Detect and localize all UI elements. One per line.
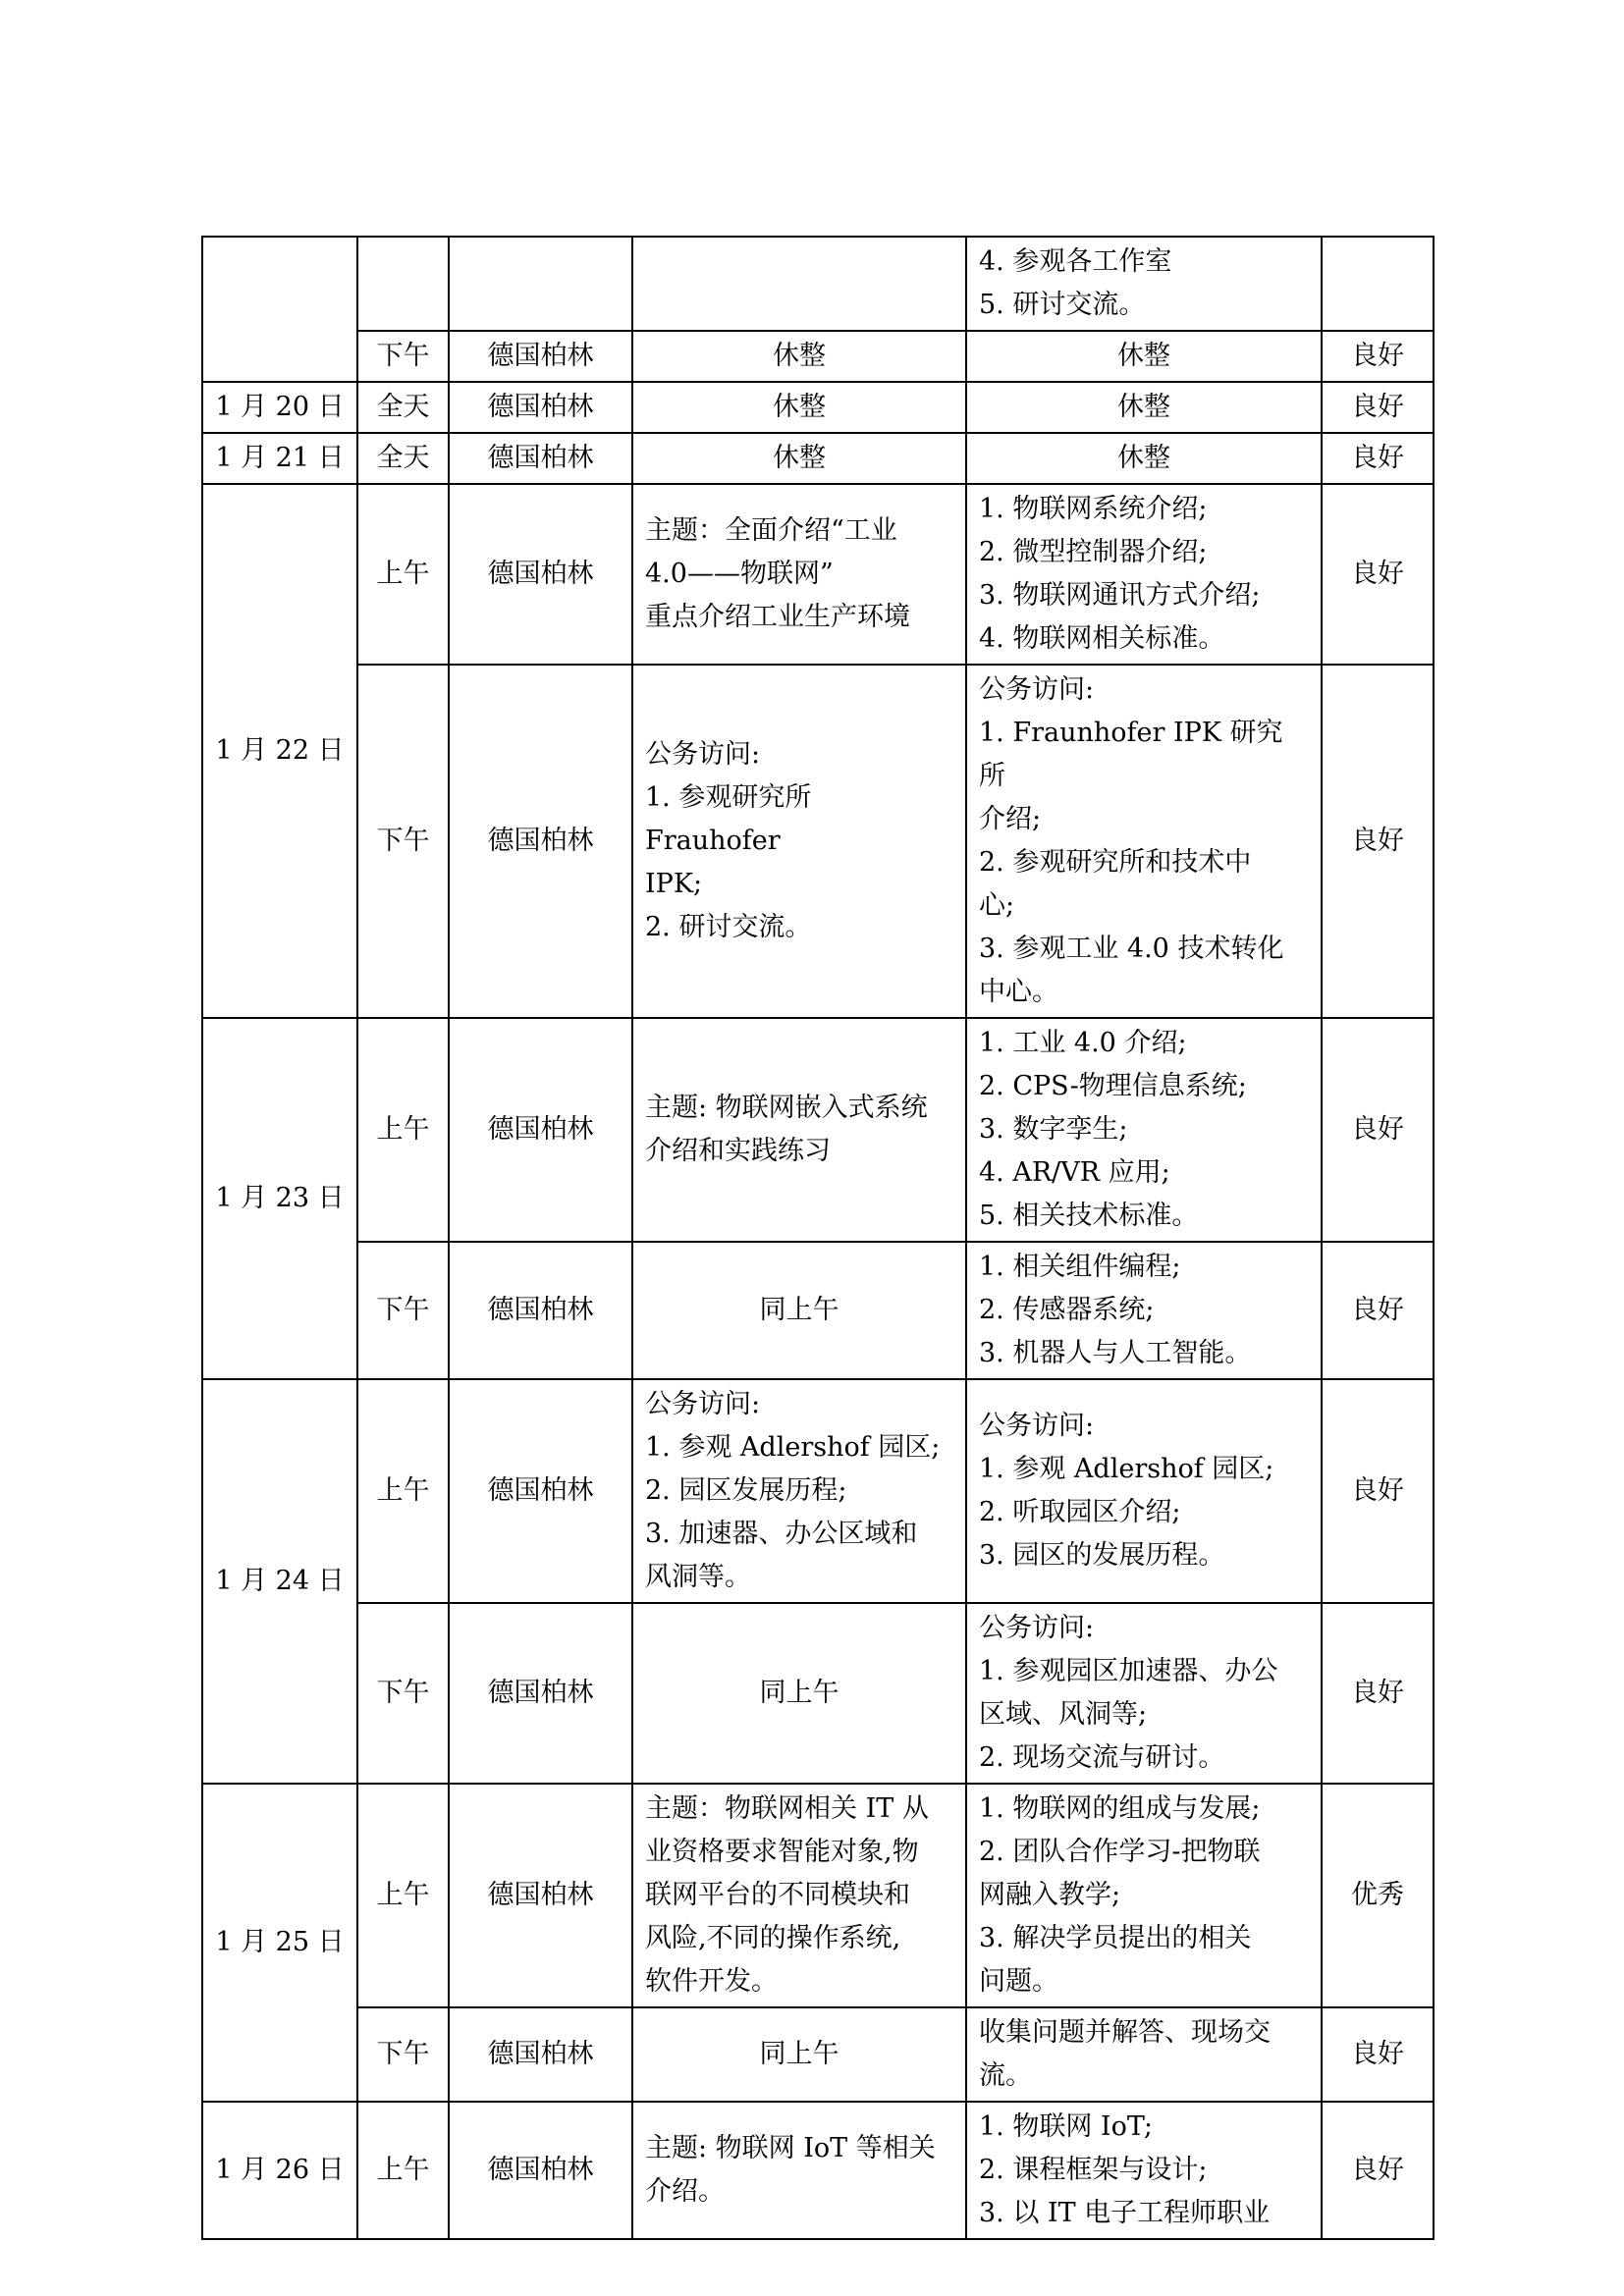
schedule-table: [201, 236, 1435, 2240]
rating-cell: [1322, 237, 1434, 331]
table-row: [202, 1379, 1434, 1603]
date-cell: 1 月 26 日: [202, 2102, 357, 2239]
content-cell: 1. 物联网的组成与发展; 2. 团队合作学习-把物联 网融入教学; 3. 解决学员提出的相关 问题。: [966, 1784, 1322, 2007]
topic-cell: 同上午: [632, 1242, 966, 1379]
period-cell: 全天: [357, 382, 449, 433]
location-cell: 德国柏林: [449, 484, 632, 665]
topic-cell: [632, 237, 966, 331]
rating-cell: 良好: [1322, 1603, 1434, 1784]
content-cell: 1. 物联网 IoT; 2. 课程框架与设计; 3. 以 IT 电子工程师职业: [966, 2102, 1322, 2239]
period-cell: 下午: [357, 2007, 449, 2102]
table-row: [202, 237, 1434, 331]
topic-cell: 休整: [632, 331, 966, 382]
location-cell: 德国柏林: [449, 2007, 632, 2102]
content-cell: 休整: [966, 433, 1322, 484]
rating-cell: 良好: [1322, 665, 1434, 1018]
content-cell: 公务访问: 1. 参观 Adlershof 园区; 2. 听取园区介绍; 3. 园区的发展历程。: [966, 1379, 1322, 1603]
topic-cell: 公务访问: 1. 参观研究所 Frauhofer IPK; 2. 研讨交流。: [632, 665, 966, 1018]
location-cell: 德国柏林: [449, 665, 632, 1018]
period-cell: 全天: [357, 433, 449, 484]
period-cell: 下午: [357, 331, 449, 382]
content-cell: 公务访问: 1. 参观园区加速器、办公 区域、风洞等; 2. 现场交流与研讨。: [966, 1603, 1322, 1784]
topic-cell: 同上午: [632, 1603, 966, 1784]
topic-cell: 主题：物联网相关 IT 从 业资格要求智能对象,物 联网平台的不同模块和 风险,不同的操作系统, 软件开发。: [632, 1784, 966, 2007]
topic-cell: 主题：全面介绍“工业 4.0——物联网” 重点介绍工业生产环境: [632, 484, 966, 665]
date-cell: 1 月 23 日: [202, 1018, 357, 1379]
content-cell: 收集问题并解答、现场交 流。: [966, 2007, 1322, 2102]
table-row: [202, 1018, 1434, 1242]
topic-cell: 公务访问: 1. 参观 Adlershof 园区; 2. 园区发展历程; 3. 加速器、办公区域和 风洞等。: [632, 1379, 966, 1603]
period-cell: 上午: [357, 1018, 449, 1242]
location-cell: 德国柏林: [449, 1379, 632, 1603]
rating-cell: 良好: [1322, 2102, 1434, 2239]
content-cell: 1. 物联网系统介绍; 2. 微型控制器介绍; 3. 物联网通讯方式介绍; 4. 物联网相关标准。: [966, 484, 1322, 665]
period-cell: 下午: [357, 1242, 449, 1379]
period-cell: 上午: [357, 2102, 449, 2239]
table-row: [202, 1242, 1434, 1379]
topic-cell: 休整: [632, 382, 966, 433]
table-row: [202, 665, 1434, 1018]
location-cell: 德国柏林: [449, 433, 632, 484]
rating-cell: 良好: [1322, 1018, 1434, 1242]
date-cell: 1 月 25 日: [202, 1784, 357, 2102]
rating-cell: 良好: [1322, 433, 1434, 484]
period-cell: 下午: [357, 1603, 449, 1784]
location-cell: [449, 237, 632, 331]
location-cell: 德国柏林: [449, 1018, 632, 1242]
period-cell: 上午: [357, 1784, 449, 2007]
topic-cell: 主题: 物联网嵌入式系统 介绍和实践练习: [632, 1018, 966, 1242]
table-row: [202, 1784, 1434, 2007]
table-row: [202, 484, 1434, 665]
content-cell: 4. 参观各工作室 5. 研讨交流。: [966, 237, 1322, 331]
table-row: [202, 2007, 1434, 2102]
rating-cell: 良好: [1322, 382, 1434, 433]
content-cell: 公务访问: 1. Fraunhofer IPK 研究所 介绍; 2. 参观研究所和技术中 心; 3. 参观工业 4.0 技术转化 中心。: [966, 665, 1322, 1018]
location-cell: 德国柏林: [449, 1603, 632, 1784]
location-cell: 德国柏林: [449, 2102, 632, 2239]
rating-cell: 良好: [1322, 484, 1434, 665]
period-cell: 上午: [357, 1379, 449, 1603]
table-row: [202, 331, 1434, 382]
rating-cell: 良好: [1322, 2007, 1434, 2102]
rating-cell: 优秀: [1322, 1784, 1434, 2007]
rating-cell: 良好: [1322, 331, 1434, 382]
rating-cell: 良好: [1322, 1242, 1434, 1379]
topic-cell: 休整: [632, 433, 966, 484]
date-cell: 1 月 22 日: [202, 484, 357, 1018]
period-cell: [357, 237, 449, 331]
location-cell: 德国柏林: [449, 1784, 632, 2007]
content-cell: 休整: [966, 331, 1322, 382]
date-cell: 1 月 24 日: [202, 1379, 357, 1784]
content-cell: 休整: [966, 382, 1322, 433]
period-cell: 上午: [357, 484, 449, 665]
date-cell: 1 月 21 日: [202, 433, 357, 484]
content-cell: 1. 相关组件编程; 2. 传感器系统; 3. 机器人与人工智能。: [966, 1242, 1322, 1379]
period-cell: 下午: [357, 665, 449, 1018]
topic-cell: 主题: 物联网 IoT 等相关 介绍。: [632, 2102, 966, 2239]
table-row: [202, 2102, 1434, 2239]
table-row: [202, 433, 1434, 484]
rating-cell: 良好: [1322, 1379, 1434, 1603]
date-cell: 1 月 20 日: [202, 382, 357, 433]
table-row: [202, 1603, 1434, 1784]
location-cell: 德国柏林: [449, 1242, 632, 1379]
location-cell: 德国柏林: [449, 331, 632, 382]
table-row: [202, 382, 1434, 433]
topic-cell: 同上午: [632, 2007, 966, 2102]
content-cell: 1. 工业 4.0 介绍; 2. CPS-物理信息系统; 3. 数字孪生; 4. AR/VR 应用; 5. 相关技术标准。: [966, 1018, 1322, 1242]
location-cell: 德国柏林: [449, 382, 632, 433]
date-cell: [202, 237, 357, 382]
